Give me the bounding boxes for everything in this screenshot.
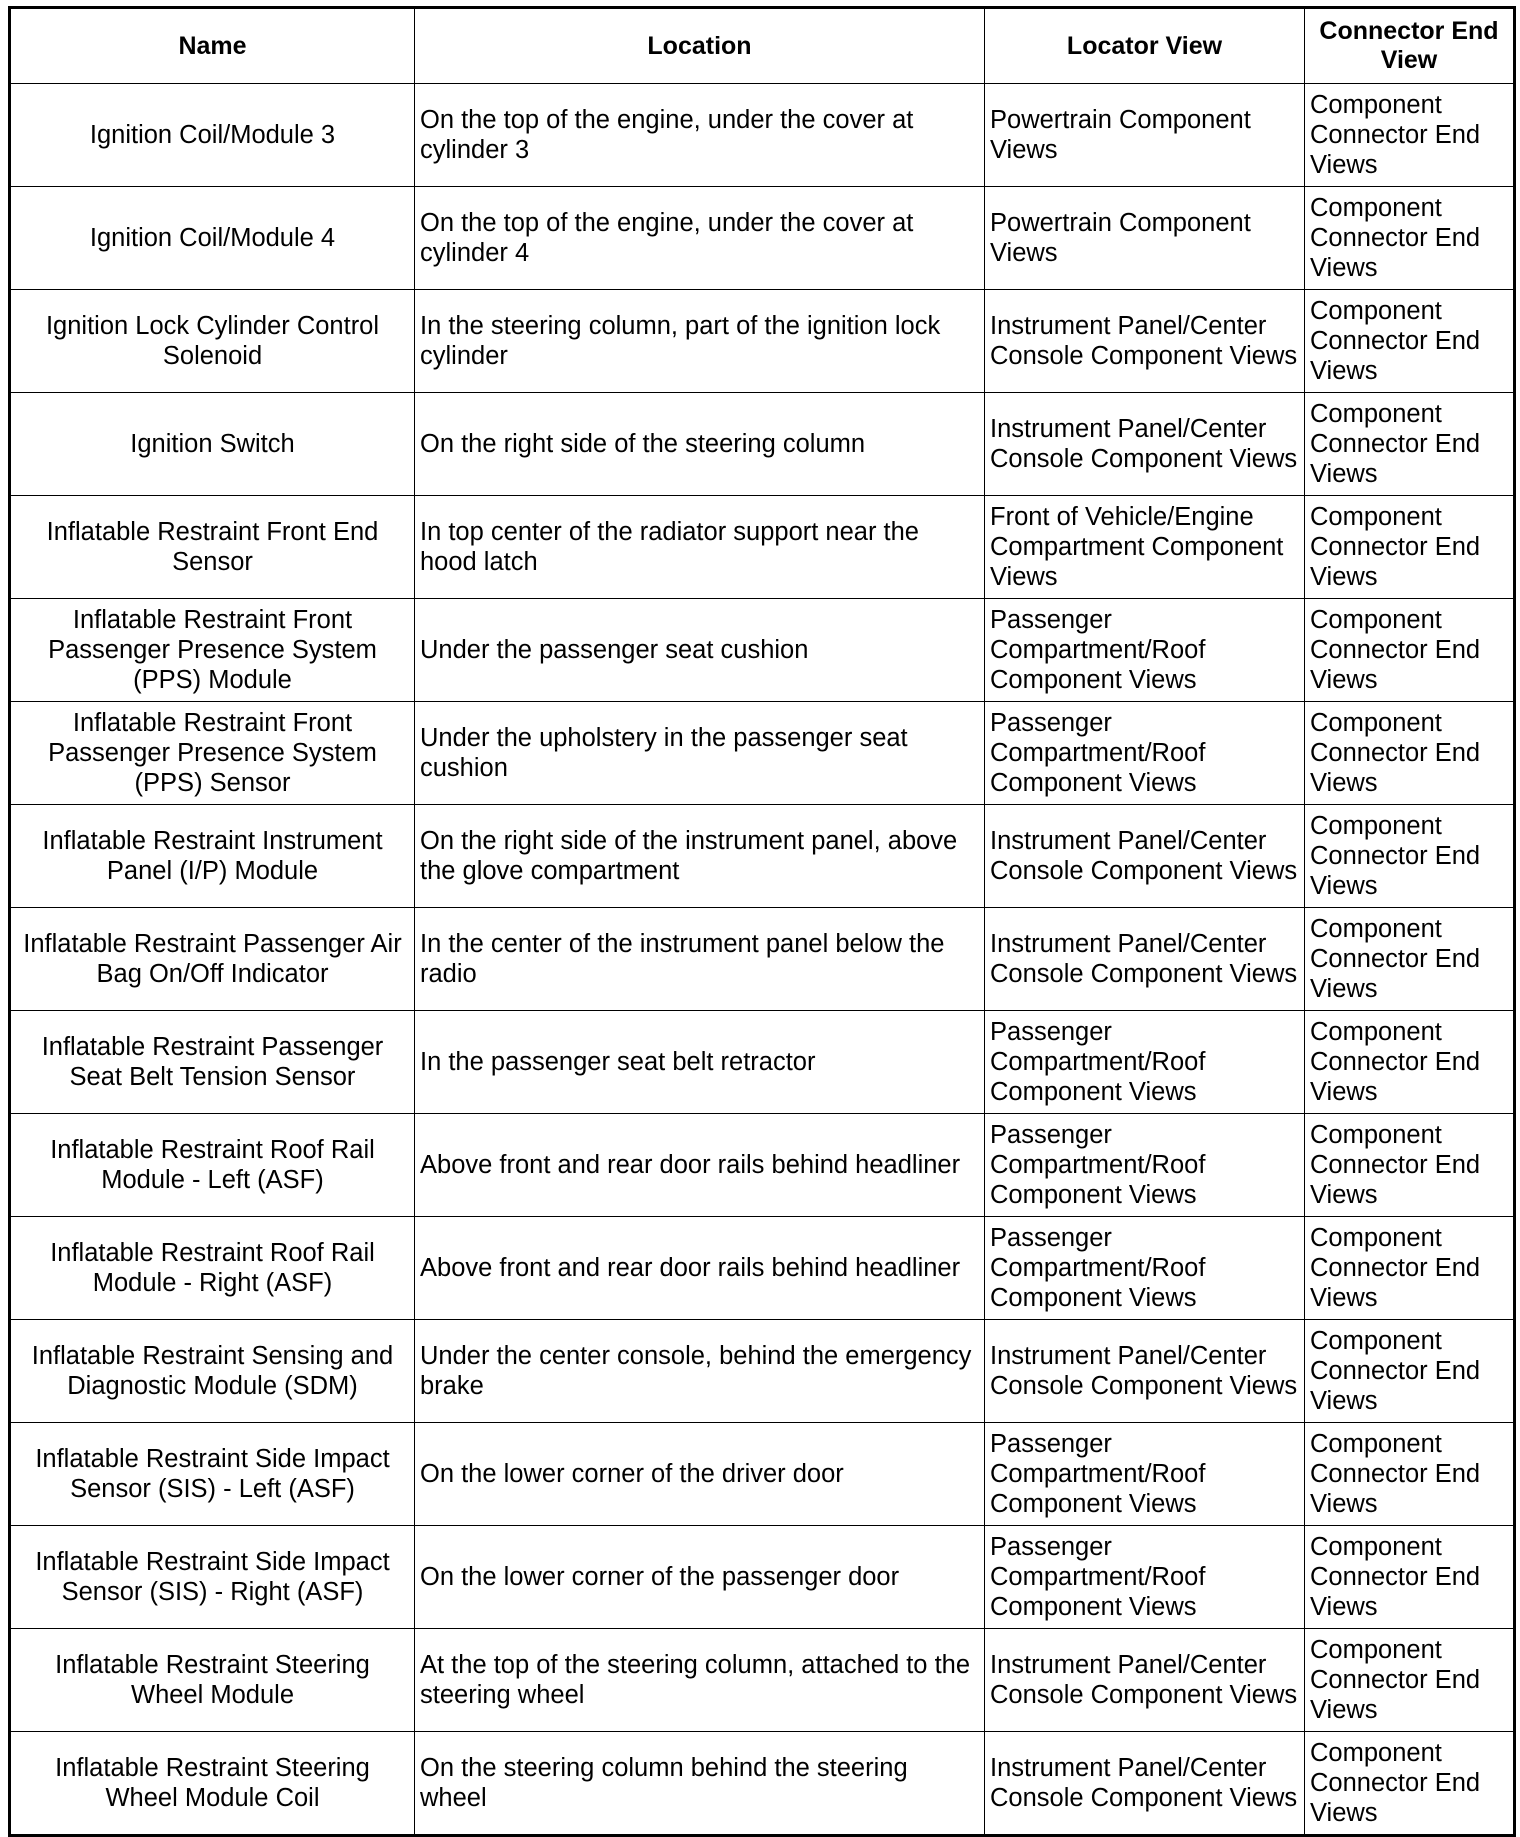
cell-name: Inflatable Restraint Front Passenger Presence System (PPS) Module	[10, 599, 415, 702]
cell-location: Under the passenger seat cushion	[415, 599, 985, 702]
cell-connector-end-view: Component Connector End Views	[1305, 805, 1515, 908]
cell-name: Inflatable Restraint Side Impact Sensor (SIS) - Right (ASF)	[10, 1526, 415, 1629]
table-row	[10, 1320, 1515, 1423]
header-name: Name	[10, 8, 415, 84]
component-locator-table	[8, 6, 1516, 1837]
header-locator-view: Locator View	[985, 8, 1305, 84]
table-row	[10, 1732, 1515, 1836]
cell-locator-view: Passenger Compartment/Roof Component Views	[985, 702, 1305, 805]
cell-connector-end-view: Component Connector End Views	[1305, 1732, 1515, 1836]
cell-location: On the top of the engine, under the cover at cylinder 3	[415, 84, 985, 187]
cell-connector-end-view: Component Connector End Views	[1305, 496, 1515, 599]
cell-location: On the top of the engine, under the cover at cylinder 4	[415, 187, 985, 290]
cell-locator-view: Passenger Compartment/Roof Component Views	[985, 599, 1305, 702]
cell-name: Inflatable Restraint Steering Wheel Module	[10, 1629, 415, 1732]
table-row	[10, 496, 1515, 599]
cell-locator-view: Instrument Panel/Center Console Component Views	[985, 1732, 1305, 1836]
cell-locator-view: Passenger Compartment/Roof Component Views	[985, 1114, 1305, 1217]
table-row	[10, 1011, 1515, 1114]
cell-connector-end-view: Component Connector End Views	[1305, 1629, 1515, 1732]
cell-locator-view: Front of Vehicle/Engine Compartment Component Views	[985, 496, 1305, 599]
header-location: Location	[415, 8, 985, 84]
table-row	[10, 1629, 1515, 1732]
cell-location: On the right side of the steering column	[415, 393, 985, 496]
cell-location: Under the upholstery in the passenger seat cushion	[415, 702, 985, 805]
cell-locator-view: Passenger Compartment/Roof Component Views	[985, 1011, 1305, 1114]
cell-connector-end-view: Component Connector End Views	[1305, 290, 1515, 393]
cell-connector-end-view: Component Connector End Views	[1305, 84, 1515, 187]
table-row	[10, 1526, 1515, 1629]
table-row	[10, 908, 1515, 1011]
table-row	[10, 393, 1515, 496]
cell-name: Inflatable Restraint Sensing and Diagnostic Module (SDM)	[10, 1320, 415, 1423]
header-connector-end-view: Connector End View	[1305, 8, 1515, 84]
table-row	[10, 1217, 1515, 1320]
cell-locator-view: Instrument Panel/Center Console Component Views	[985, 393, 1305, 496]
cell-connector-end-view: Component Connector End Views	[1305, 1423, 1515, 1526]
cell-name: Inflatable Restraint Front End Sensor	[10, 496, 415, 599]
cell-locator-view: Passenger Compartment/Roof Component Views	[985, 1217, 1305, 1320]
cell-locator-view: Instrument Panel/Center Console Component Views	[985, 908, 1305, 1011]
cell-connector-end-view: Component Connector End Views	[1305, 393, 1515, 496]
cell-name: Inflatable Restraint Side Impact Sensor (SIS) - Left (ASF)	[10, 1423, 415, 1526]
table-row	[10, 187, 1515, 290]
cell-locator-view: Powertrain Component Views	[985, 187, 1305, 290]
table-body	[10, 84, 1515, 1836]
cell-connector-end-view: Component Connector End Views	[1305, 599, 1515, 702]
cell-name: Inflatable Restraint Steering Wheel Module Coil	[10, 1732, 415, 1836]
cell-connector-end-view: Component Connector End Views	[1305, 1217, 1515, 1320]
table-row	[10, 599, 1515, 702]
cell-location: On the lower corner of the passenger door	[415, 1526, 985, 1629]
cell-name: Inflatable Restraint Passenger Seat Belt Tension Sensor	[10, 1011, 415, 1114]
cell-connector-end-view: Component Connector End Views	[1305, 1114, 1515, 1217]
header-row	[10, 8, 1515, 84]
cell-location: In top center of the radiator support near the hood latch	[415, 496, 985, 599]
cell-connector-end-view: Component Connector End Views	[1305, 908, 1515, 1011]
cell-name: Ignition Switch	[10, 393, 415, 496]
cell-name: Ignition Coil/Module 3	[10, 84, 415, 187]
cell-locator-view: Instrument Panel/Center Console Component Views	[985, 1320, 1305, 1423]
cell-name: Inflatable Restraint Roof Rail Module - Right (ASF)	[10, 1217, 415, 1320]
cell-location: Above front and rear door rails behind headliner	[415, 1217, 985, 1320]
cell-name: Ignition Lock Cylinder Control Solenoid	[10, 290, 415, 393]
cell-connector-end-view: Component Connector End Views	[1305, 1320, 1515, 1423]
cell-locator-view: Instrument Panel/Center Console Component Views	[985, 805, 1305, 908]
cell-locator-view: Passenger Compartment/Roof Component Views	[985, 1526, 1305, 1629]
cell-location: Above front and rear door rails behind headliner	[415, 1114, 985, 1217]
cell-locator-view: Instrument Panel/Center Console Component Views	[985, 290, 1305, 393]
cell-location: Under the center console, behind the emergency brake	[415, 1320, 985, 1423]
cell-connector-end-view: Component Connector End Views	[1305, 702, 1515, 805]
cell-connector-end-view: Component Connector End Views	[1305, 1011, 1515, 1114]
table-row	[10, 1423, 1515, 1526]
cell-name: Inflatable Restraint Instrument Panel (I/P) Module	[10, 805, 415, 908]
cell-locator-view: Powertrain Component Views	[985, 84, 1305, 187]
table-row	[10, 290, 1515, 393]
cell-locator-view: Instrument Panel/Center Console Component Views	[985, 1629, 1305, 1732]
cell-location: In the passenger seat belt retractor	[415, 1011, 985, 1114]
table-row	[10, 84, 1515, 187]
table-row	[10, 1114, 1515, 1217]
cell-name: Inflatable Restraint Passenger Air Bag On/Off Indicator	[10, 908, 415, 1011]
cell-location: At the top of the steering column, attached to the steering wheel	[415, 1629, 985, 1732]
cell-connector-end-view: Component Connector End Views	[1305, 1526, 1515, 1629]
table-row	[10, 702, 1515, 805]
table-row	[10, 805, 1515, 908]
cell-location: On the lower corner of the driver door	[415, 1423, 985, 1526]
cell-connector-end-view: Component Connector End Views	[1305, 187, 1515, 290]
cell-name: Inflatable Restraint Front Passenger Presence System (PPS) Sensor	[10, 702, 415, 805]
cell-name: Inflatable Restraint Roof Rail Module - Left (ASF)	[10, 1114, 415, 1217]
cell-location: In the steering column, part of the ignition lock cylinder	[415, 290, 985, 393]
cell-locator-view: Passenger Compartment/Roof Component Views	[985, 1423, 1305, 1526]
cell-name: Ignition Coil/Module 4	[10, 187, 415, 290]
cell-location: On the right side of the instrument panel, above the glove compartment	[415, 805, 985, 908]
cell-location: On the steering column behind the steering wheel	[415, 1732, 985, 1836]
cell-location: In the center of the instrument panel below the radio	[415, 908, 985, 1011]
